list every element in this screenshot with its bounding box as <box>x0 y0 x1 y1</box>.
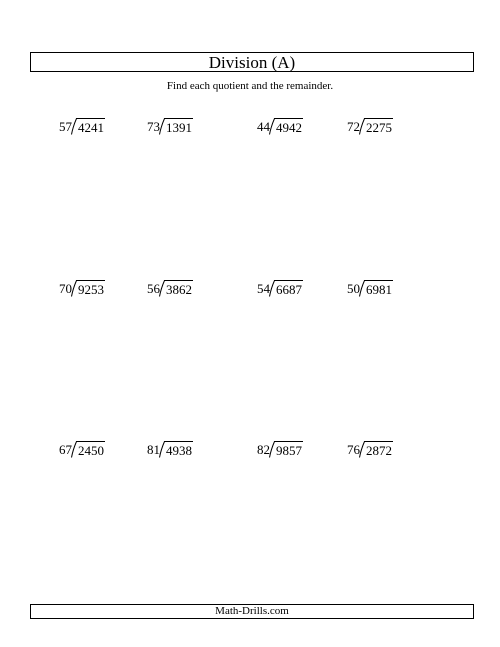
dividend: 1391 <box>166 120 192 135</box>
division-problem <box>118 280 208 300</box>
division-problem <box>30 441 120 461</box>
divisor: 73 <box>147 119 160 134</box>
dividend: 3862 <box>166 282 192 297</box>
divisor: 57 <box>59 119 72 134</box>
divisor: 50 <box>347 281 360 296</box>
worksheet-title: Division (A) <box>30 52 474 72</box>
division-problem <box>228 441 318 461</box>
dividend: 6687 <box>276 282 302 297</box>
dividend: 4938 <box>166 443 192 458</box>
divisor: 54 <box>257 281 270 296</box>
footer: Math-Drills.com <box>30 604 474 619</box>
division-problem <box>30 280 120 300</box>
division-problem <box>118 118 208 138</box>
divisor: 70 <box>59 281 72 296</box>
division-problem <box>318 118 408 138</box>
division-problem <box>318 441 408 461</box>
instructions: Find each quotient and the remainder. <box>166 80 334 92</box>
division-problem <box>118 441 208 461</box>
dividend: 4942 <box>276 120 302 135</box>
dividend: 9857 <box>276 443 302 458</box>
division-problem <box>228 118 318 138</box>
divisor: 44 <box>257 119 270 134</box>
division-problem <box>228 280 318 300</box>
dividend: 4241 <box>78 120 104 135</box>
divisor: 67 <box>59 442 72 457</box>
dividend: 2872 <box>366 443 392 458</box>
divisor: 82 <box>257 442 270 457</box>
divisor: 81 <box>147 442 160 457</box>
dividend: 6981 <box>366 282 392 297</box>
divisor: 72 <box>347 119 360 134</box>
dividend: 9253 <box>78 282 104 297</box>
division-problem <box>30 118 120 138</box>
dividend: 2275 <box>366 120 392 135</box>
division-problem <box>318 280 408 300</box>
divisor: 76 <box>347 442 360 457</box>
divisor: 56 <box>147 281 160 296</box>
dividend: 2450 <box>78 443 104 458</box>
